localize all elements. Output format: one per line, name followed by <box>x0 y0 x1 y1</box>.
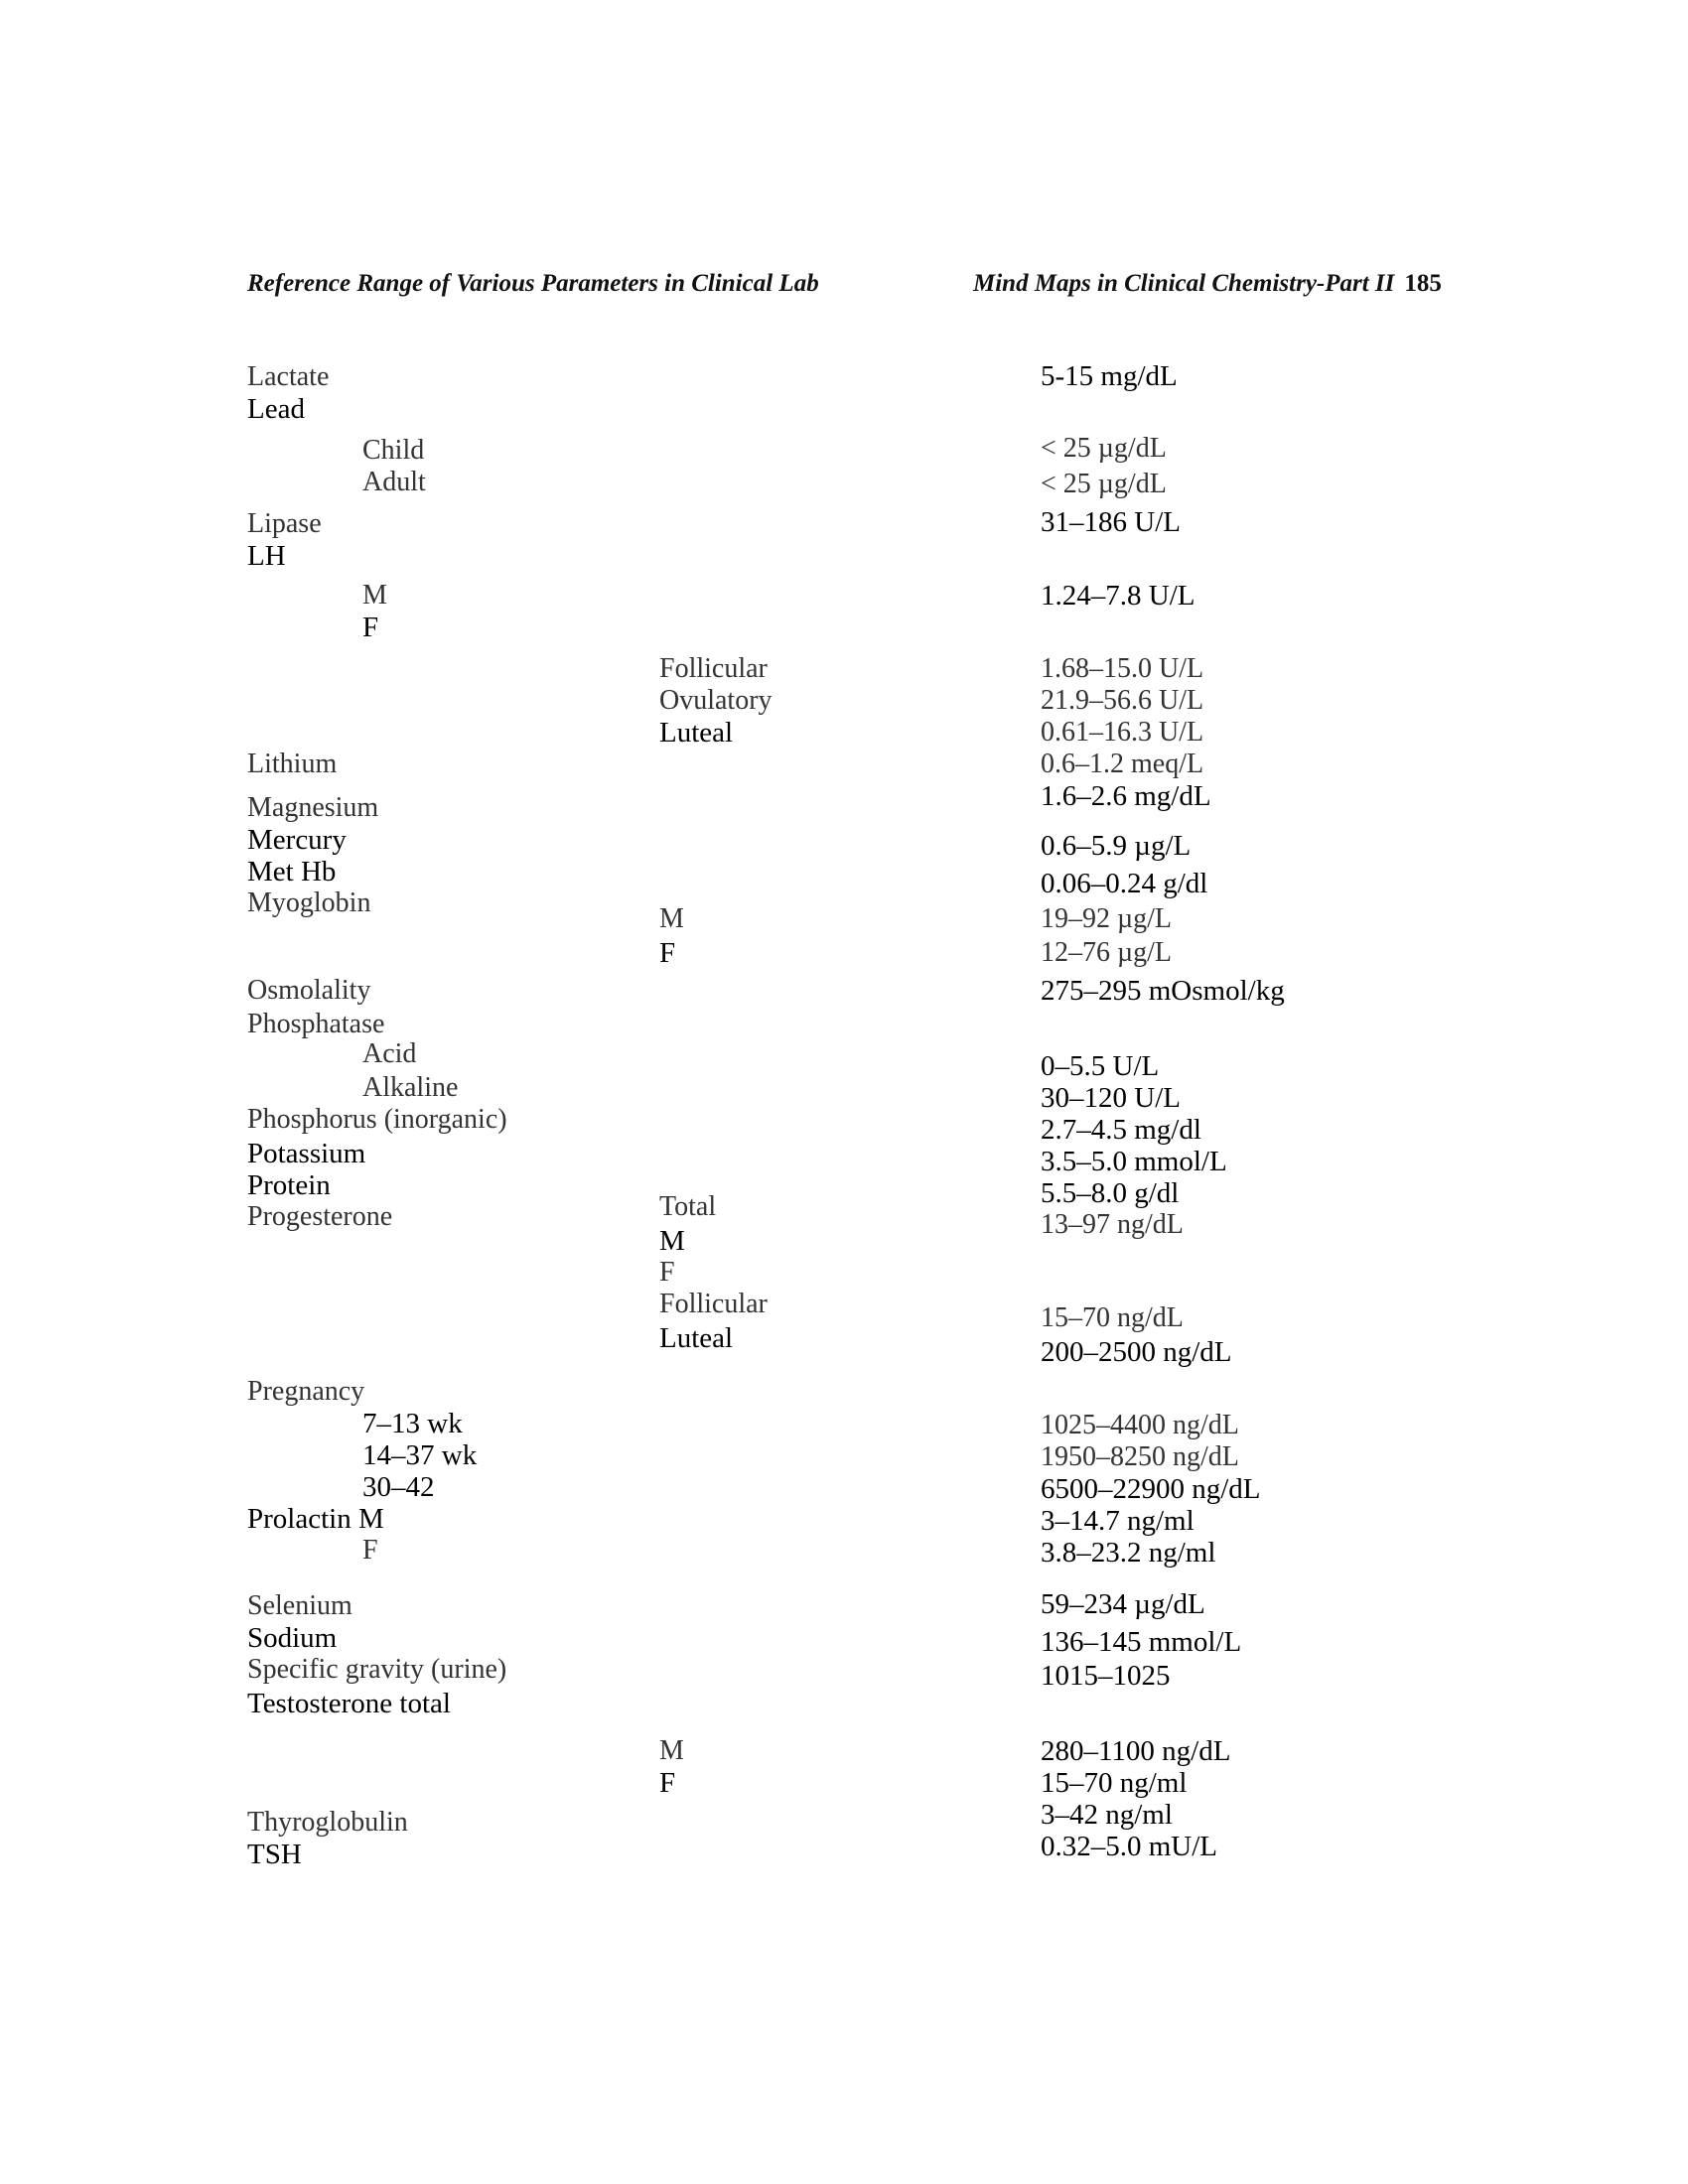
label-lh: LH <box>247 540 286 572</box>
value-osmolality: 275–295 mOsmol/kg <box>1041 975 1285 1007</box>
label-phosphorus: Phosphorus (inorganic) <box>247 1104 507 1135</box>
value-potassium: 3.5–5.0 mmol/L <box>1041 1146 1227 1177</box>
label-lactate: Lactate <box>247 361 330 392</box>
value-lead-child: < 25 µg/dL <box>1041 433 1167 464</box>
value-tsh: 0.32–5.0 mU/L <box>1041 1831 1218 1862</box>
page-number: 185 <box>1404 270 1442 297</box>
label-pregnancy-14-37wk: 14–37 wk <box>362 1439 478 1471</box>
value-methb: 0.06–0.24 g/dl <box>1041 868 1208 899</box>
value-lipase: 31–186 U/L <box>1041 506 1181 538</box>
label-lead: Lead <box>247 393 305 425</box>
label-magnesium: Magnesium <box>247 792 379 823</box>
label-tsh: TSH <box>247 1839 302 1870</box>
label-lh-follicular: Follicular <box>659 653 768 684</box>
value-progesterone: 13–97 ng/dL <box>1041 1209 1184 1240</box>
label-progesterone-luteal: Luteal <box>659 1322 734 1354</box>
value-testosterone-f: 15–70 ng/ml <box>1041 1767 1188 1799</box>
label-pregnancy: Pregnancy <box>247 1376 365 1407</box>
label-progesterone-f: F <box>659 1257 675 1288</box>
value-pregnancy-7-13wk: 1025–4400 ng/dL <box>1041 1410 1239 1440</box>
label-progesterone-follicular: Follicular <box>659 1289 768 1319</box>
label-phosphatase: Phosphatase <box>247 1009 385 1039</box>
running-header-right <box>973 270 1442 298</box>
value-magnesium: 1.6–2.6 mg/dL <box>1041 780 1211 812</box>
label-lipase: Lipase <box>247 508 322 539</box>
label-lh-ovulatory: Ovulatory <box>659 685 773 716</box>
value-myoglobin-f: 12–76 µg/L <box>1041 937 1173 968</box>
label-methb: Met Hb <box>247 856 337 887</box>
value-progesterone-luteal: 200–2500 ng/dL <box>1041 1336 1232 1368</box>
value-lh-luteal: 0.61–16.3 U/L <box>1041 717 1204 748</box>
running-header-left: Reference Range of Various Parameters in Clinical Lab <box>247 270 819 297</box>
value-protein: 5.5–8.0 g/dl <box>1041 1177 1180 1209</box>
value-acid: 0–5.5 U/L <box>1041 1050 1160 1082</box>
label-testosterone-f: F <box>659 1767 676 1799</box>
value-alkaline: 30–120 U/L <box>1041 1082 1181 1114</box>
label-mercury: Mercury <box>247 824 347 856</box>
value-lead-adult: < 25 µg/dL <box>1041 469 1167 499</box>
label-protein: Protein <box>247 1169 331 1201</box>
value-selenium: 59–234 µg/dL <box>1041 1588 1205 1620</box>
label-alkaline: Alkaline <box>362 1072 459 1103</box>
label-progesterone-m: M <box>659 1225 685 1257</box>
value-pregnancy-14-37wk: 1950–8250 ng/dL <box>1041 1441 1239 1472</box>
label-lh-f: F <box>362 612 379 643</box>
label-specific-gravity: Specific gravity (urine) <box>247 1654 507 1685</box>
label-prolactin-f: F <box>362 1535 378 1566</box>
label-myoglobin-m: M <box>659 903 684 934</box>
label-pregnancy-7-13wk: 7–13 wk <box>362 1408 463 1439</box>
label-lead-adult: Adult <box>362 467 426 497</box>
label-lh-luteal: Luteal <box>659 717 734 749</box>
value-lh-m: 1.24–7.8 U/L <box>1041 580 1196 612</box>
value-lithium: 0.6–1.2 meq/L <box>1041 749 1204 779</box>
value-progesterone-follicular: 15–70 ng/dL <box>1041 1302 1184 1333</box>
value-prolactin-f: 3.8–23.2 ng/ml <box>1041 1537 1216 1569</box>
label-lithium: Lithium <box>247 749 338 779</box>
value-lactate: 5-15 mg/dL <box>1041 360 1178 392</box>
value-lh-ovulatory: 21.9–56.6 U/L <box>1041 685 1204 716</box>
label-testosterone: Testosterone total <box>247 1688 451 1719</box>
label-osmolality: Osmolality <box>247 975 371 1006</box>
label-pregnancy-30-42: 30–42 <box>362 1471 435 1503</box>
label-lh-m: M <box>362 580 387 611</box>
book-title: Mind Maps in Clinical Chemistry-Part II <box>973 270 1395 297</box>
value-phosphorus: 2.7–4.5 mg/dl <box>1041 1114 1201 1146</box>
label-testosterone-m: M <box>659 1735 684 1766</box>
value-prolactin-m: 3–14.7 ng/ml <box>1041 1505 1195 1537</box>
value-mercury: 0.6–5.9 µg/L <box>1041 830 1192 862</box>
value-lh-follicular: 1.68–15.0 U/L <box>1041 653 1204 684</box>
label-potassium: Potassium <box>247 1138 366 1169</box>
value-thyroglobulin: 3–42 ng/ml <box>1041 1799 1173 1831</box>
value-sodium: 136–145 mmol/L <box>1041 1626 1242 1658</box>
value-pregnancy-30-42: 6500–22900 ng/dL <box>1041 1473 1261 1505</box>
label-acid: Acid <box>362 1038 417 1069</box>
label-myoglobin: Myoglobin <box>247 887 371 918</box>
label-progesterone-total: Total <box>659 1191 717 1222</box>
value-testosterone-m: 280–1100 ng/dL <box>1041 1735 1231 1767</box>
label-sodium: Sodium <box>247 1622 338 1654</box>
label-myoglobin-f: F <box>659 937 676 969</box>
label-progesterone: Progesterone <box>247 1201 393 1232</box>
value-myoglobin-m: 19–92 µg/L <box>1041 903 1173 934</box>
label-thyroglobulin: Thyroglobulin <box>247 1807 408 1838</box>
label-prolactin: Prolactin M <box>247 1503 384 1535</box>
label-selenium: Selenium <box>247 1590 352 1621</box>
label-lead-child: Child <box>362 435 425 466</box>
value-specific-gravity: 1015–1025 <box>1041 1660 1171 1692</box>
